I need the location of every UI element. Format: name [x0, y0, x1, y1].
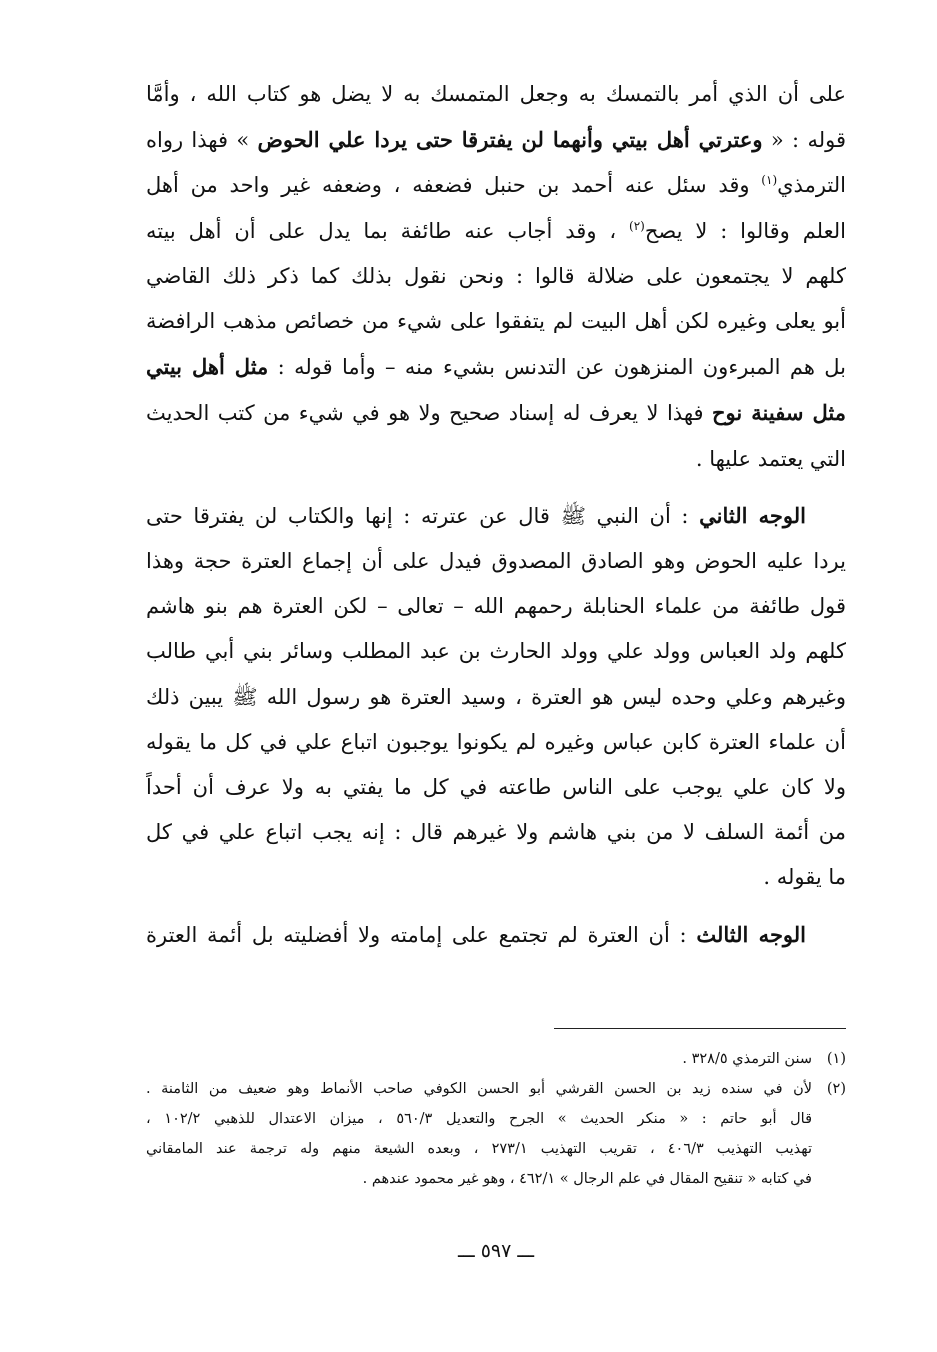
text-line: بل هم المبرءون المنزهون عن التدنس بشيء منه – وأما قوله : مثل أهل بيتي: [146, 354, 846, 380]
footnote-body: [146, 1044, 812, 1074]
text-line: مثل سفينة نوح فهذا لا يعرف له إسناد صحيح ولا هو في شيء من كتب الحديث: [146, 400, 846, 426]
paragraph-3: [146, 912, 846, 958]
text-line: كلهم ولد العباس وولد علي وولد الحارث بن عبد المطلب وسائر بني أبي طالب: [146, 639, 846, 664]
text-line: وغيرهم وعلي وحده ليس هو العترة ، وسيد العترة هو رسول الله ﷺ يبين ذلك: [146, 684, 846, 709]
footnote-line: في كتابه « تنقيح المقال في علم الرجال » ٤٦٢/١ ، وهو غير محمود عندهم .: [362, 1171, 812, 1187]
text-line: على أن الذي أمر بالتمسك به وجعل المتمسك به لا يضل هو كتاب الله ، وأمَّا: [146, 82, 846, 106]
text-line: التي يعتمد عليها .: [695, 446, 846, 471]
footnote-body: [146, 1074, 812, 1194]
footnotes: [146, 1044, 846, 1194]
paragraph-2: [146, 493, 846, 901]
text-line: أن علماء العترة كابن عباس وغيره لم يكونوا يوجبون اتباع علي في كل ما يقوله: [146, 729, 846, 754]
text-line-heading-third-aspect: الوجه الثالث : أن العترة لم تجتمع على إمامته ولا أفضليته بل أئمة العترة: [146, 921, 807, 947]
text-line: الترمذي$^{(١)}$ وقد سئل عنه أحمد بن حنبل فضعفه ، وضعفه غير واحد من أهل: [146, 173, 846, 198]
page-number: ـــ ٥٩٧ ـــ: [457, 1240, 535, 1262]
footnote-line: قال أبو حاتم : « منكر الحديث » الجرح والتعديل ٥٦٠/٣ ، ميزان الاعتدال للذهبي ١٠٢/٢ ،: [146, 1111, 812, 1127]
text-line: ولا كان علي يوجب على الناس طاعته في كل ما يفتي به ولا عرف أن أحداً: [146, 775, 846, 800]
text-line: قول طائفة من علماء الحنابلة رحمهم الله – تعالى – لكن العترة هم بنو هاشم: [146, 594, 846, 619]
text-line: أبو يعلى وغيره لكن أهل البيت لم يتفقوا على شيء من خصائص مذهب الرافضة: [146, 309, 846, 334]
book-page: [146, 72, 846, 1332]
footnote-1: [146, 1044, 846, 1074]
text-line-heading-second-aspect: الوجه الثاني : أن النبي ﷺ قال عن عترته : إنها والكتاب لن يفترقا حتى: [146, 502, 806, 528]
footnote-number: (١): [826, 1051, 846, 1067]
text-line: من أئمة السلف لا من بني هاشم ولا غيرهم قال : إنه يجب اتباع علي في كل: [146, 820, 846, 845]
main-text: [146, 72, 846, 958]
text-line: يردا عليه الحوض وهو الصادق المصدوق فيدل على أن إجماع العترة حجة وهذا: [146, 549, 846, 574]
footnote-divider: [554, 1028, 846, 1029]
footnote-line: سنن الترمذي ٣٢٨/٥ .: [682, 1051, 812, 1067]
text-line: ما يقوله .: [763, 865, 846, 890]
text-line-hadith-quote: قوله : « وعترتي أهل بيتي وأنهما لن يفترقا حتى يردا علي الحوض » فهذا رواه: [146, 127, 846, 153]
footnote-line: تهذيب التهذيب ٤٠٦/٣ ، تقريب التهذيب ٢٧٣/١ ، وبعده الشيعة منهم وله ترجمة عند المامقاني: [146, 1141, 812, 1157]
paragraph-1: [146, 72, 846, 482]
footnote-line: لأن في سنده زيد بن الحسن القرشي أبو الحسن الكوفي صاحب الأنماط وهو ضعيف من الثامنة .: [146, 1081, 812, 1097]
footnote-2: [146, 1074, 846, 1194]
footnote-number: (٢): [826, 1081, 846, 1097]
text-line: العلم وقالوا : لا يصح$^{(٢)}$ ، وقد أجاب عنه طائفة بما يدل على أن أهل بيته: [146, 218, 846, 243]
text-line: كلهم لا يجتمعون على ضلالة قالوا : ونحن نقول بذلك كما ذكر ذلك القاضي: [146, 263, 846, 288]
